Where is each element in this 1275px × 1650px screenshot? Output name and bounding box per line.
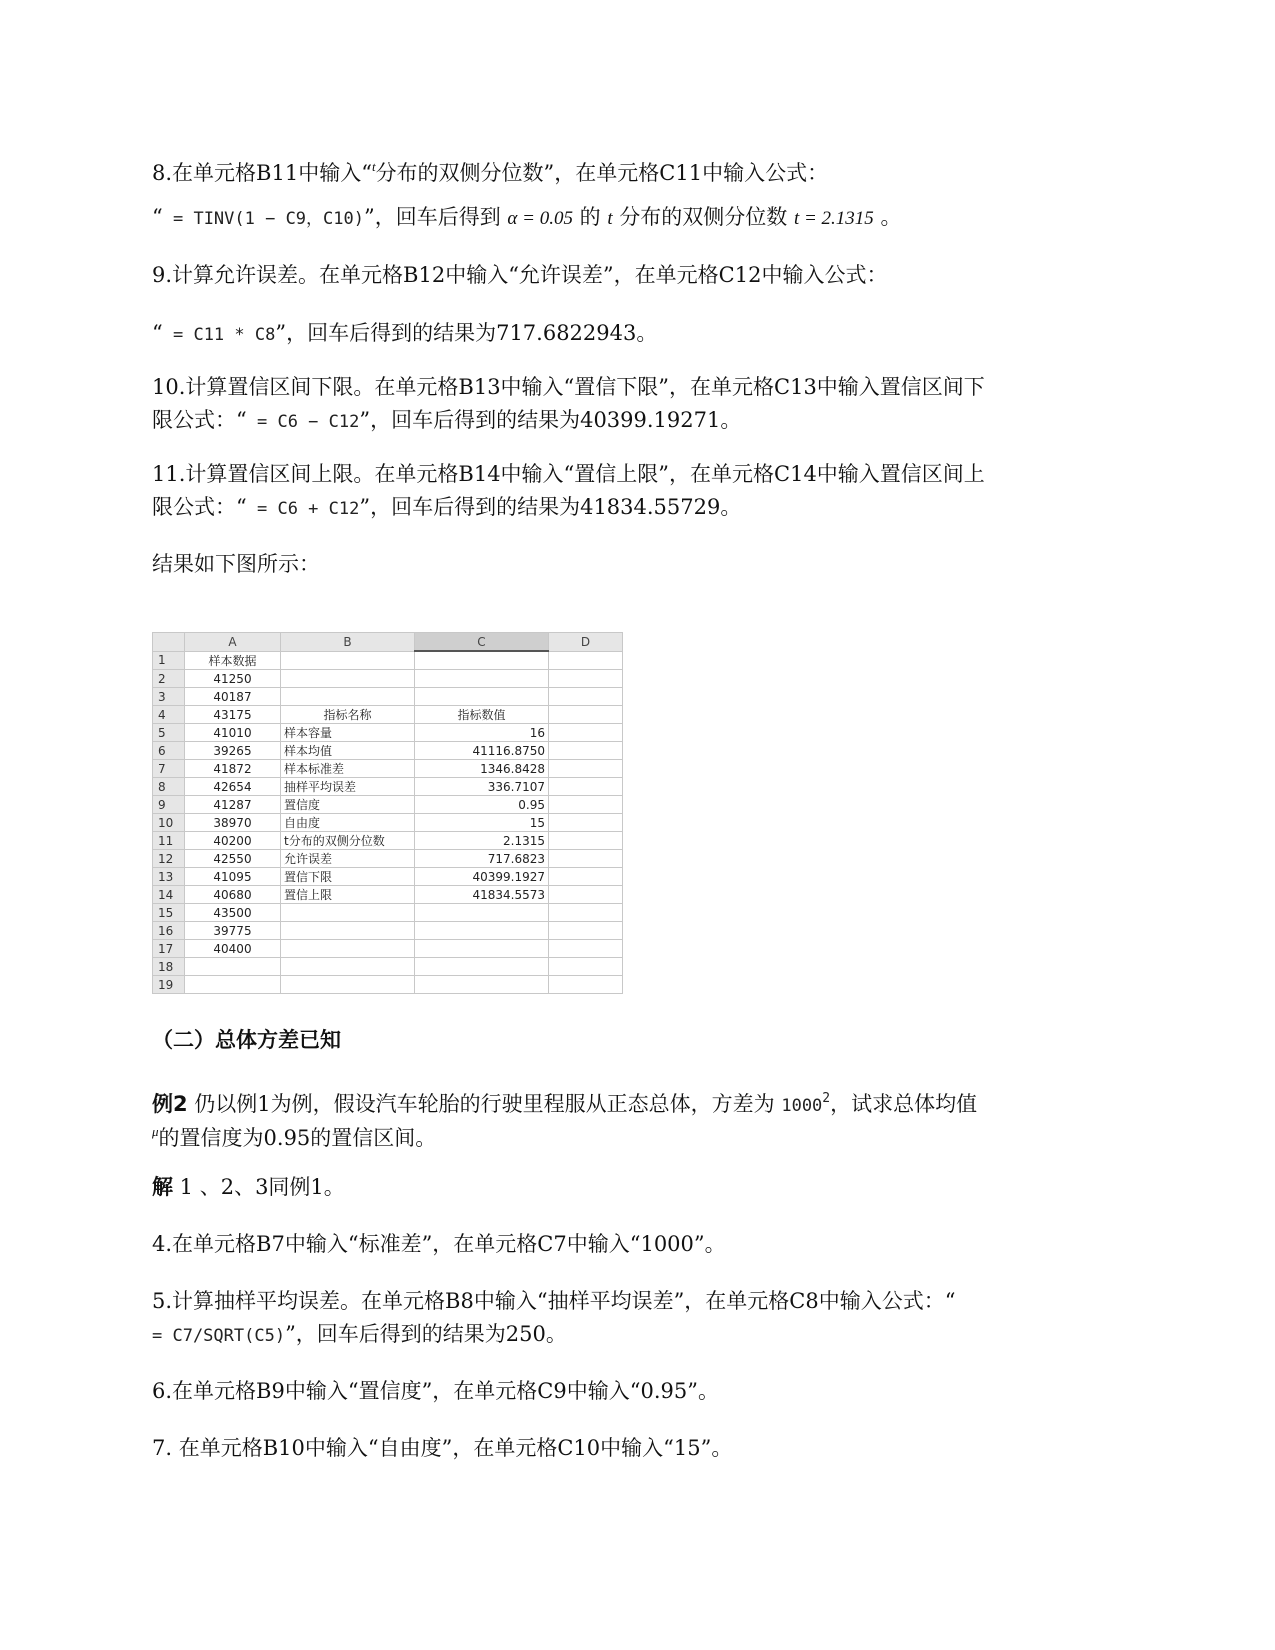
row-number: 7 (153, 760, 185, 778)
text: 限公式：“ (152, 495, 247, 519)
step-5-line-1: 5.计算抽样平均误差。在单元格B8中输入“抽样平均误差”，在单元格C8中输入公式：“ (152, 1289, 956, 1313)
spreadsheet-screenshot (152, 632, 622, 999)
spreadsheet-row (153, 688, 623, 706)
cell-b (281, 670, 415, 688)
cell-d (549, 688, 623, 706)
cell-d (549, 904, 623, 922)
text: 分布的双侧分位数”，在单元格C11中输入公式： (375, 161, 829, 185)
text: 8.在单元格B11中输入“ (152, 161, 372, 185)
cell-a: 41250 (185, 670, 281, 688)
step-7: 7. 在单元格B10中输入“自由度”，在单元格C10中输入“15”。 (152, 1436, 733, 1460)
variance-base: 1000 (781, 1096, 823, 1116)
cell-d (549, 742, 623, 760)
spreadsheet-table (152, 632, 623, 994)
cell-b: 置信下限 (281, 868, 415, 886)
text: 仍以例1为例，假设汽车轮胎的行驶里程服从正态总体，方差为 (187, 1092, 782, 1116)
cell-b: 置信上限 (281, 886, 415, 904)
cell-b: 自由度 (281, 814, 415, 832)
cell-d (549, 886, 623, 904)
cell-b: 样本标准差 (281, 760, 415, 778)
cell-d (549, 760, 623, 778)
spreadsheet-row (153, 742, 623, 760)
spreadsheet-row (153, 706, 623, 724)
spreadsheet-row (153, 904, 623, 922)
cell-c: 16 (415, 724, 549, 742)
mu-symbol: μ (152, 1124, 159, 1139)
cell-b (281, 958, 415, 976)
cell-a: 40400 (185, 940, 281, 958)
text: ”，回车后得到的结果为41834.55729。 (359, 495, 742, 519)
cell-c: 1346.8428 (415, 760, 549, 778)
example-2-line-2 (152, 1115, 1132, 1155)
step-9-line-2 (152, 317, 1132, 352)
cell-a: 42550 (185, 850, 281, 868)
column-header-row (153, 633, 623, 652)
cell-d (549, 724, 623, 742)
row-number: 4 (153, 706, 185, 724)
spreadsheet-row (153, 796, 623, 814)
spreadsheet-row (153, 651, 623, 670)
column-header-d: D (549, 633, 623, 652)
spreadsheet-row (153, 760, 623, 778)
row-number: 9 (153, 796, 185, 814)
cell-a: 41287 (185, 796, 281, 814)
cell-c: 指标数值 (415, 706, 549, 724)
cell-a: 42654 (185, 778, 281, 796)
spreadsheet-row (153, 976, 623, 994)
cell-b: 置信度 (281, 796, 415, 814)
text: 分布的双侧分位数 (612, 205, 794, 229)
step-10-line-2 (152, 404, 1132, 439)
cell-c (415, 670, 549, 688)
text: 限公式：“ (152, 408, 247, 432)
cell-c: 15 (415, 814, 549, 832)
cell-c: 2.1315 (415, 832, 549, 850)
cell-d (549, 670, 623, 688)
formula-c11-c8: = C11 * C8 (162, 325, 276, 345)
text: ”，回车后得到的结果为250。 (285, 1322, 567, 1346)
variance-exponent: 2 (822, 1091, 831, 1106)
column-header-c: C (415, 633, 549, 652)
cell-a: 38970 (185, 814, 281, 832)
cell-a: 40680 (185, 886, 281, 904)
row-number: 19 (153, 976, 185, 994)
cell-d (549, 832, 623, 850)
example-label: 例2 (152, 1092, 188, 1116)
cell-b (281, 651, 415, 670)
column-header-a: A (185, 633, 281, 652)
cell-a: 39265 (185, 742, 281, 760)
t-symbol: t (371, 159, 376, 174)
cell-d (549, 796, 623, 814)
cell-d (549, 976, 623, 994)
section-heading: （二）总体方差已知 (152, 1028, 341, 1052)
cell-c: 0.95 (415, 796, 549, 814)
quote: “ (152, 205, 163, 229)
cell-b: t分布的双侧分位数 (281, 832, 415, 850)
cell-c: 336.7107 (415, 778, 549, 796)
cell-d (549, 868, 623, 886)
cell-c (415, 688, 549, 706)
row-number: 6 (153, 742, 185, 760)
step-10-line-1: 10.计算置信区间下限。在单元格B13中输入“置信下限”，在单元格C13中输入置信区间下 (152, 375, 985, 399)
step-11-line-2 (152, 491, 1132, 526)
row-number: 14 (153, 886, 185, 904)
row-number: 17 (153, 940, 185, 958)
step-8-line-1 (152, 150, 1132, 190)
spreadsheet-row (153, 778, 623, 796)
cell-d (549, 850, 623, 868)
row-number: 2 (153, 670, 185, 688)
cell-c: 41116.8750 (415, 742, 549, 760)
cell-c (415, 651, 549, 670)
cell-a (185, 976, 281, 994)
step-11-line-1: 11.计算置信区间上限。在单元格B14中输入“置信上限”，在单元格C14中输入置信区间上 (152, 462, 985, 486)
cell-d (549, 814, 623, 832)
spreadsheet-row (153, 724, 623, 742)
column-header-b: B (281, 633, 415, 652)
row-number: 3 (153, 688, 185, 706)
cell-a: 41872 (185, 760, 281, 778)
cell-b (281, 922, 415, 940)
spreadsheet-row (153, 868, 623, 886)
solution-label: 解 (152, 1175, 173, 1199)
step-8-line-2 (152, 201, 1132, 236)
cell-a: 41010 (185, 724, 281, 742)
step-9-line-1: 9.计算允许误差。在单元格B12中输入“允许误差”，在单元格C12中输入公式： (152, 263, 888, 287)
cell-b: 样本均值 (281, 742, 415, 760)
row-number: 16 (153, 922, 185, 940)
cell-d (549, 922, 623, 940)
alpha-value: α = 0.05 (507, 208, 573, 229)
row-number: 1 (153, 651, 185, 670)
spreadsheet-row (153, 670, 623, 688)
cell-c (415, 904, 549, 922)
row-number: 10 (153, 814, 185, 832)
text: 1 、2、3同例1。 (173, 1175, 345, 1199)
row-number: 8 (153, 778, 185, 796)
text: ，试求总体均值 (830, 1092, 978, 1116)
cell-c (415, 922, 549, 940)
t-symbol: t (607, 208, 613, 229)
spreadsheet-row (153, 850, 623, 868)
cell-c: 717.6823 (415, 850, 549, 868)
cell-b (281, 904, 415, 922)
cell-b: 允许误差 (281, 850, 415, 868)
cell-a: 39775 (185, 922, 281, 940)
cell-b (281, 976, 415, 994)
spreadsheet-row (153, 886, 623, 904)
text: ”，回车后得到 (363, 205, 508, 229)
formula-tinv: = TINV(1 − C9，C10) (162, 209, 364, 229)
cell-c (415, 976, 549, 994)
result-caption: 结果如下图所示： (152, 552, 320, 576)
cell-d (549, 958, 623, 976)
spreadsheet-row (153, 958, 623, 976)
cell-b: 样本容量 (281, 724, 415, 742)
cell-a: 43175 (185, 706, 281, 724)
cell-d (549, 778, 623, 796)
text: ”，回车后得到的结果为717.6822943。 (275, 321, 658, 345)
cell-a: 43500 (185, 904, 281, 922)
cell-d (549, 651, 623, 670)
step-5-line-2 (152, 1318, 1132, 1353)
spreadsheet-row (153, 832, 623, 850)
cell-b (281, 940, 415, 958)
solution-line (152, 1171, 1132, 1204)
cell-c (415, 940, 549, 958)
t-value: t = 2.1315 (793, 208, 874, 229)
cell-d (549, 706, 623, 724)
cell-c (415, 958, 549, 976)
row-number: 11 (153, 832, 185, 850)
step-4: 4.在单元格B7中输入“标准差”，在单元格C7中输入“1000”。 (152, 1232, 726, 1256)
formula-sqrt: = C7/SQRT(C5) (152, 1326, 286, 1346)
step-6: 6.在单元格B9中输入“置信度”，在单元格C9中输入“0.95”。 (152, 1379, 719, 1403)
row-number: 13 (153, 868, 185, 886)
spreadsheet-row (153, 940, 623, 958)
cell-b (281, 688, 415, 706)
cell-a: 40187 (185, 688, 281, 706)
cell-c: 40399.1927 (415, 868, 549, 886)
corner-cell (153, 633, 185, 652)
text: 。 (873, 205, 902, 229)
row-number: 5 (153, 724, 185, 742)
cell-a: 样本数据 (185, 651, 281, 670)
cell-b: 指标名称 (281, 706, 415, 724)
cell-b: 抽样平均误差 (281, 778, 415, 796)
row-number: 18 (153, 958, 185, 976)
cell-d (549, 940, 623, 958)
quote: “ (152, 321, 163, 345)
text: 的 (572, 205, 608, 229)
row-number: 15 (153, 904, 185, 922)
text: 的置信度为0.95的置信区间。 (158, 1126, 437, 1150)
cell-a (185, 958, 281, 976)
formula-c6-minus-c12: = C6 − C12 (246, 412, 360, 432)
text: ”，回车后得到的结果为40399.19271。 (359, 408, 742, 432)
spreadsheet-row (153, 814, 623, 832)
row-number: 12 (153, 850, 185, 868)
cell-a: 40200 (185, 832, 281, 850)
cell-c: 41834.5573 (415, 886, 549, 904)
spreadsheet-row (153, 922, 623, 940)
cell-a: 41095 (185, 868, 281, 886)
formula-c6-plus-c12: = C6 + C12 (246, 499, 360, 519)
